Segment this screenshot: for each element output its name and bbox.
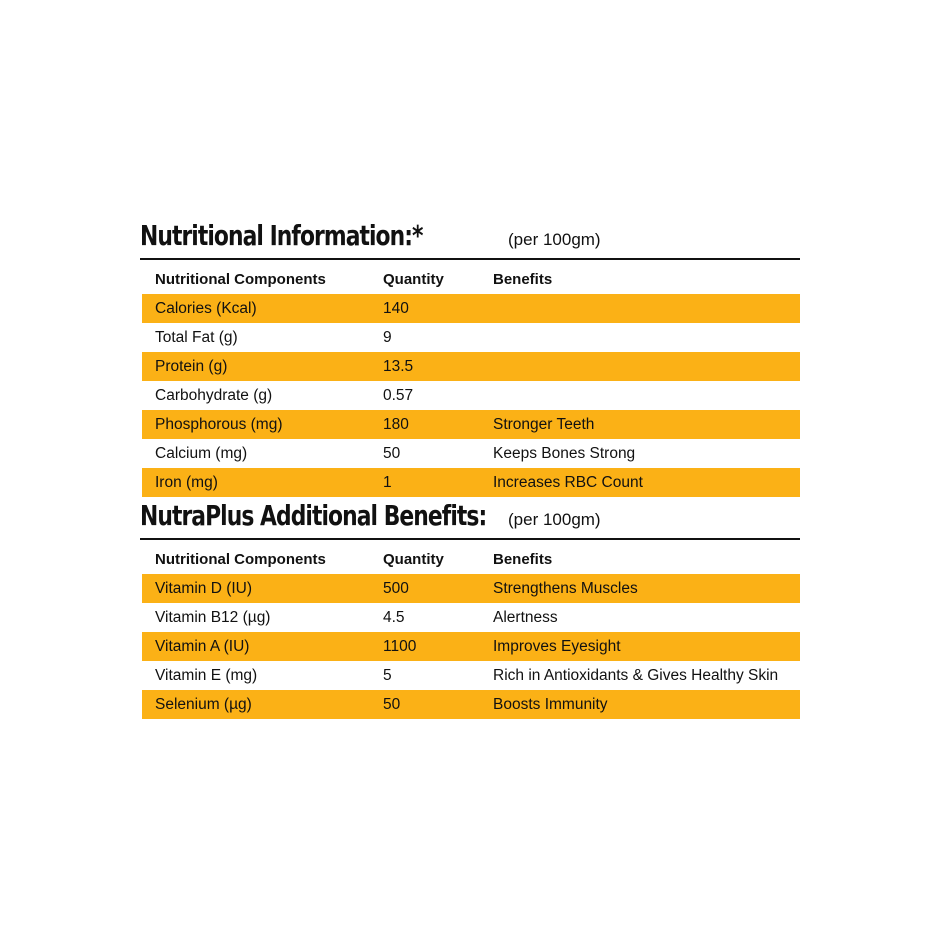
cell-benefit: Stronger Teeth <box>480 410 800 439</box>
cell-quantity: 500 <box>370 574 480 603</box>
header-benefits: Benefits <box>493 270 553 288</box>
cell-benefit: Boosts Immunity <box>480 690 800 719</box>
header-components: Nutritional Components <box>155 550 326 568</box>
cell-benefit <box>480 294 800 323</box>
table-header-row <box>142 264 800 294</box>
table-row <box>142 410 800 439</box>
cell-benefit: Rich in Antioxidants & Gives Healthy Skin <box>493 666 779 684</box>
section-heading <box>140 494 800 534</box>
cell-quantity: 1100 <box>370 632 480 661</box>
cell-component: Iron (mg) <box>142 468 370 497</box>
additional-benefits-table <box>142 544 800 719</box>
nutrition-table <box>142 264 800 497</box>
header-quantity: Quantity <box>383 550 444 568</box>
cell-quantity: 5 <box>383 666 392 684</box>
cell-quantity: 9 <box>383 328 392 346</box>
unit-note: (per 100gm) <box>508 510 601 529</box>
section-heading <box>140 214 800 254</box>
table-row <box>142 323 800 352</box>
cell-benefit: Alertness <box>493 608 558 626</box>
table-row <box>142 468 800 497</box>
nutritional-information-section <box>140 214 800 497</box>
cell-quantity: 1 <box>370 468 480 497</box>
cell-component: Selenium (µg) <box>142 690 370 719</box>
cell-component: Vitamin E (mg) <box>155 666 258 684</box>
cell-quantity: 50 <box>370 690 480 719</box>
cell-quantity: 0.57 <box>383 386 414 404</box>
cell-component: Protein (g) <box>142 352 370 381</box>
table-row <box>142 632 800 661</box>
table-row <box>142 574 800 603</box>
table-row <box>142 661 800 690</box>
table-row <box>142 603 800 632</box>
table-row <box>142 439 800 468</box>
cell-component: Total Fat (g) <box>155 328 238 346</box>
cell-benefit: Keeps Bones Strong <box>493 444 636 462</box>
table-row <box>142 381 800 410</box>
cell-component: Calcium (mg) <box>155 444 248 462</box>
cell-benefit <box>480 381 800 410</box>
cell-quantity: 50 <box>383 444 401 462</box>
additional-benefits-section <box>140 494 800 719</box>
cell-component: Phosphorous (mg) <box>142 410 370 439</box>
table-row <box>142 690 800 719</box>
table-header-row <box>142 544 800 574</box>
section-title: NutraPlus Additional Benefits: <box>140 499 487 532</box>
heading-divider <box>140 258 800 260</box>
unit-note: (per 100gm) <box>508 230 601 249</box>
cell-quantity: 140 <box>370 294 480 323</box>
header-quantity: Quantity <box>383 270 444 288</box>
cell-component: Vitamin A (IU) <box>142 632 370 661</box>
cell-benefit: Increases RBC Count <box>480 468 800 497</box>
cell-benefit: Improves Eyesight <box>480 632 800 661</box>
cell-benefit: Strengthens Muscles <box>480 574 800 603</box>
cell-quantity: 180 <box>370 410 480 439</box>
cell-benefit <box>480 352 800 381</box>
cell-component: Calories (Kcal) <box>142 294 370 323</box>
section-title: Nutritional Information:* <box>140 219 423 252</box>
cell-component: Vitamin D (IU) <box>142 574 370 603</box>
header-benefits: Benefits <box>493 550 553 568</box>
heading-divider <box>140 538 800 540</box>
table-row <box>142 294 800 323</box>
cell-quantity: 4.5 <box>383 608 405 626</box>
cell-component: Carbohydrate (g) <box>155 386 273 404</box>
header-components: Nutritional Components <box>155 270 326 288</box>
table-row <box>142 352 800 381</box>
cell-benefit <box>480 323 800 352</box>
cell-component: Vitamin B12 (µg) <box>155 608 271 626</box>
cell-quantity: 13.5 <box>370 352 480 381</box>
